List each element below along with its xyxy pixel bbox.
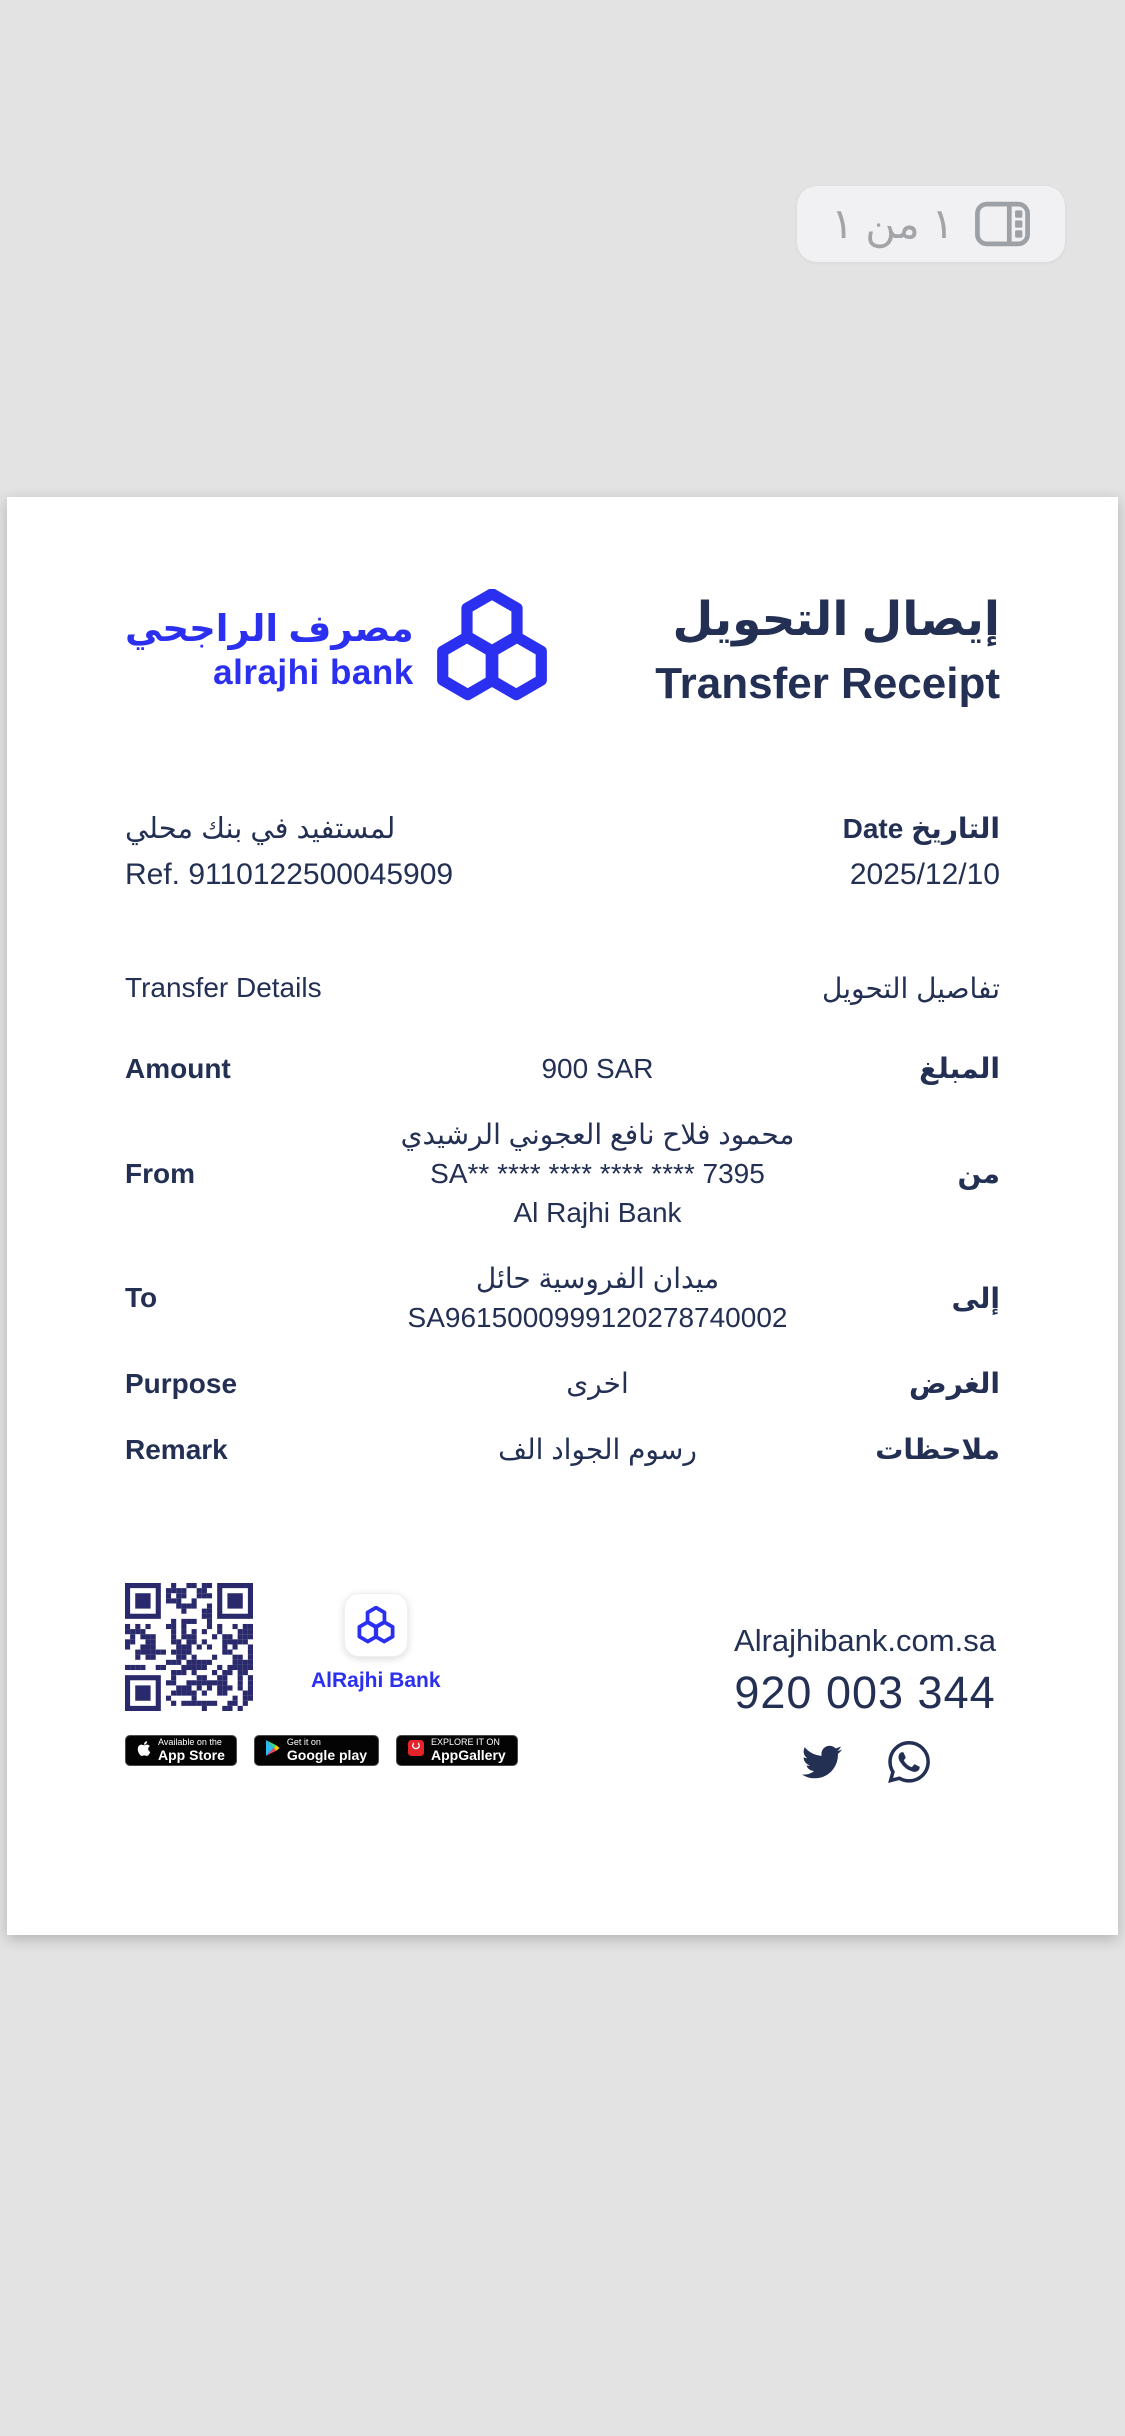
- beneficiary-iban: SA9615000999120278740002: [407, 1302, 788, 1333]
- google-play-badge-top: Get it on: [286, 1736, 321, 1747]
- alrajhi-bank-logo: [125, 589, 548, 710]
- purpose-label-ar: الغرض: [909, 1368, 1000, 1399]
- app-store-badge[interactable]: [125, 1735, 237, 1766]
- transfer-details-title-ar: تفاصيل التحويل: [822, 973, 1000, 1004]
- appgallery-icon: [408, 1740, 424, 1761]
- reference-number: Ref. 9110122500045909: [125, 858, 454, 891]
- page-indicator[interactable]: [797, 186, 1065, 262]
- purpose-row: [125, 1364, 1000, 1403]
- remark-value: رسوم الجواد الف: [498, 1434, 697, 1465]
- google-play-icon: [266, 1740, 280, 1761]
- app-name-caption: AlRajhi Bank: [311, 1669, 441, 1692]
- bank-name-english: alrajhi bank: [213, 653, 414, 693]
- transfer-details-title-en: Transfer Details: [125, 972, 322, 1003]
- beneficiary-name: ميدان الفروسية حائل: [475, 1263, 720, 1294]
- transfer-details-header: [125, 972, 1000, 1005]
- alrajhi-emblem-icon: [436, 589, 548, 710]
- remark-row: [125, 1430, 1000, 1469]
- alrajhi-app-icon: [344, 1593, 408, 1657]
- bank-name-arabic: مصرف الراجحي: [125, 607, 414, 649]
- page-indicator-label: ١ من ١: [831, 200, 954, 247]
- from-row: [125, 1115, 1000, 1232]
- receipt-meta: [125, 806, 1000, 898]
- google-play-badge[interactable]: [254, 1735, 379, 1766]
- sender-bank: Al Rajhi Bank: [513, 1197, 682, 1228]
- app-promo: [311, 1593, 441, 1693]
- receipt-title-english: Transfer Receipt: [655, 658, 1000, 708]
- remark-label-ar: ملاحظات: [875, 1434, 1000, 1465]
- from-label-ar: من: [957, 1158, 1000, 1189]
- amount-row: [125, 1049, 1000, 1088]
- page-thumbnails-icon: [974, 201, 1031, 247]
- purpose-label-en: Purpose: [125, 1367, 238, 1399]
- app-store-badge-bottom: App Store: [158, 1747, 225, 1764]
- receipt-page: [7, 497, 1118, 1935]
- google-play-badge-bottom: Google play: [286, 1747, 368, 1764]
- receipt-footer: [125, 1583, 1000, 1783]
- remark-label-en: Remark: [125, 1433, 228, 1465]
- date-value: 2025/12/10: [849, 858, 1000, 891]
- qr-code: [125, 1583, 253, 1711]
- receipt-title-arabic: إيصال التحويل: [672, 592, 1000, 646]
- twitter-icon[interactable]: [800, 1741, 844, 1783]
- appgallery-badge-bottom: AppGallery: [431, 1747, 506, 1764]
- apple-icon: [137, 1740, 151, 1762]
- receipt-header: [125, 589, 1000, 710]
- whatsapp-icon[interactable]: [888, 1741, 930, 1783]
- to-row: [125, 1259, 1000, 1337]
- sender-account-masked: SA** **** **** **** **** 7395: [430, 1158, 765, 1189]
- beneficiary-note: لمستفيد في بنك محلي: [125, 813, 396, 845]
- transfer-details-table: [125, 1049, 1000, 1469]
- website-link[interactable]: Alrajhibank.com.sa: [734, 1623, 996, 1658]
- phone-number[interactable]: 920 003 344: [734, 1667, 996, 1718]
- amount-value: 900 SAR: [541, 1053, 654, 1084]
- sender-name: محمود فلاح نافع العجوني الرشيدي: [400, 1119, 795, 1150]
- purpose-value: اخرى: [566, 1368, 629, 1399]
- to-label-ar: إلى: [951, 1282, 1000, 1314]
- appgallery-badge-top: EXPLORE IT ON: [431, 1736, 500, 1747]
- amount-label-ar: المبلغ: [919, 1053, 1000, 1084]
- date-label: التاريخ Date: [842, 813, 1000, 844]
- appgallery-badge[interactable]: [396, 1735, 518, 1766]
- app-store-badge-top: Available on the: [158, 1736, 222, 1747]
- from-label-en: From: [125, 1157, 195, 1189]
- store-badges: [125, 1735, 518, 1766]
- amount-label-en: Amount: [125, 1052, 231, 1084]
- to-label-en: To: [125, 1282, 158, 1313]
